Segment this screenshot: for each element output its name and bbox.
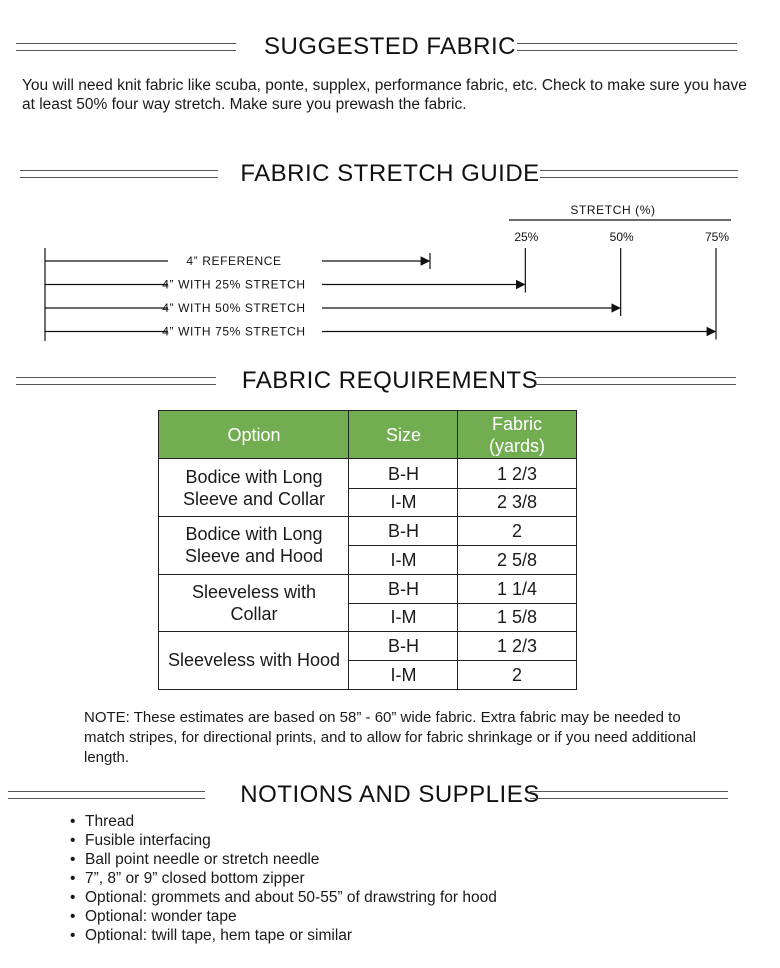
size-cell: B-H xyxy=(388,578,419,599)
heading-title: NOTIONS AND SUPPLIES xyxy=(240,781,540,808)
requirements-note: NOTE: These estimates are based on 58” - 60” wide fabric. Extra fabric may be needed to match stripes, for directional prints, and to allow for fabric shrinkage or if you need additional length. xyxy=(84,709,696,766)
stretch-tick-label: 50% xyxy=(609,230,634,244)
header-size: Size xyxy=(349,411,458,459)
heading-rule-right xyxy=(540,170,738,178)
yards-cell: 2 5/8 xyxy=(496,549,538,570)
option-cell: Sleeveless with Collar xyxy=(191,581,317,624)
list-item: • Fusible interfacing xyxy=(70,832,211,849)
list-item: • Optional: twill tape, hem tape or similar xyxy=(70,927,353,944)
bullet-icon: • xyxy=(70,889,76,906)
option-cell: Bodice with Long Sleeve and Collar xyxy=(182,466,326,509)
heading-title: FABRIC STRETCH GUIDE xyxy=(240,160,540,187)
stretch-scale-label: STRETCH (%) xyxy=(570,203,656,217)
heading-title: SUGGESTED FABRIC xyxy=(263,33,517,60)
yards-cell: 1 1/4 xyxy=(496,578,538,599)
table-divider xyxy=(349,660,576,661)
option-cell: Sleeveless with Hood xyxy=(167,650,341,670)
size-cell: B-H xyxy=(388,463,419,484)
stretch-row-label: 4” WITH 25% STRETCH xyxy=(162,277,306,292)
notions-list xyxy=(70,812,497,945)
stretch-tick-label: 25% xyxy=(514,230,539,244)
stretch-row-label: 4” REFERENCE xyxy=(186,254,282,268)
size-cell: I-M xyxy=(390,549,417,570)
heading-title: FABRIC REQUIREMENTS xyxy=(241,367,539,394)
table-divider xyxy=(159,516,576,517)
option-cell: Bodice with Long Sleeve and Hood xyxy=(184,524,324,566)
list-item: • 7”, 8” or 9” closed bottom zipper xyxy=(70,870,305,887)
table-divider xyxy=(159,574,576,575)
heading-requirements xyxy=(0,364,780,398)
table-divider xyxy=(159,631,576,632)
table-divider xyxy=(349,545,576,546)
list-item: • Ball point needle or stretch needle xyxy=(70,851,320,868)
heading-stretch-guide xyxy=(0,157,780,191)
stretch-row-label: 4” WITH 50% STRETCH xyxy=(162,301,306,315)
bullet-icon: • xyxy=(70,927,76,944)
heading-rule-right xyxy=(517,43,737,51)
yards-cell: 1 2/3 xyxy=(496,463,538,484)
list-item: • Thread xyxy=(70,813,135,830)
size-cell: I-M xyxy=(390,664,417,685)
header-option: Option xyxy=(159,411,349,459)
table-divider xyxy=(159,458,576,459)
table-divider xyxy=(457,411,458,689)
yards-cell: 2 xyxy=(511,664,522,685)
bullet-icon: • xyxy=(70,832,76,849)
stretch-tick-label: 75% xyxy=(704,230,730,244)
table-divider xyxy=(349,488,576,489)
bullet-icon: • xyxy=(70,851,76,868)
heading-rule-right xyxy=(530,791,728,799)
heading-suggested-fabric xyxy=(0,30,780,64)
size-cell: I-M xyxy=(390,492,417,512)
bullet-icon: • xyxy=(70,908,76,925)
heading-notions xyxy=(0,778,780,812)
requirements-table xyxy=(158,410,577,690)
yards-cell: 1 5/8 xyxy=(496,607,538,627)
suggested-fabric-text: You will need knit fabric like scuba, ponte, supplex, performance fabric, etc. Check to make sure you have at least 50% four way stretch. Make sure you prewash the fabric. xyxy=(22,77,747,113)
size-cell: B-H xyxy=(388,635,419,656)
bullet-icon: • xyxy=(70,813,76,830)
bullet-icon: • xyxy=(70,870,76,887)
stretch-guide-diagram xyxy=(0,195,780,350)
yards-cell: 2 xyxy=(511,520,522,541)
table-divider xyxy=(348,411,349,689)
heading-rule-right xyxy=(535,377,736,385)
list-item: • Optional: grommets and about 50-55” of drawstring for hood xyxy=(70,889,497,906)
list-item: • Optional: wonder tape xyxy=(70,908,237,925)
size-cell: B-H xyxy=(388,520,419,541)
yards-cell: 2 3/8 xyxy=(496,492,538,512)
stretch-row-label: 4” WITH 75% STRETCH xyxy=(162,324,306,339)
table-divider xyxy=(349,603,576,604)
size-cell: I-M xyxy=(390,607,417,627)
header-fabric: Fabric (yards) xyxy=(458,411,576,459)
yards-cell: 1 2/3 xyxy=(496,635,538,656)
